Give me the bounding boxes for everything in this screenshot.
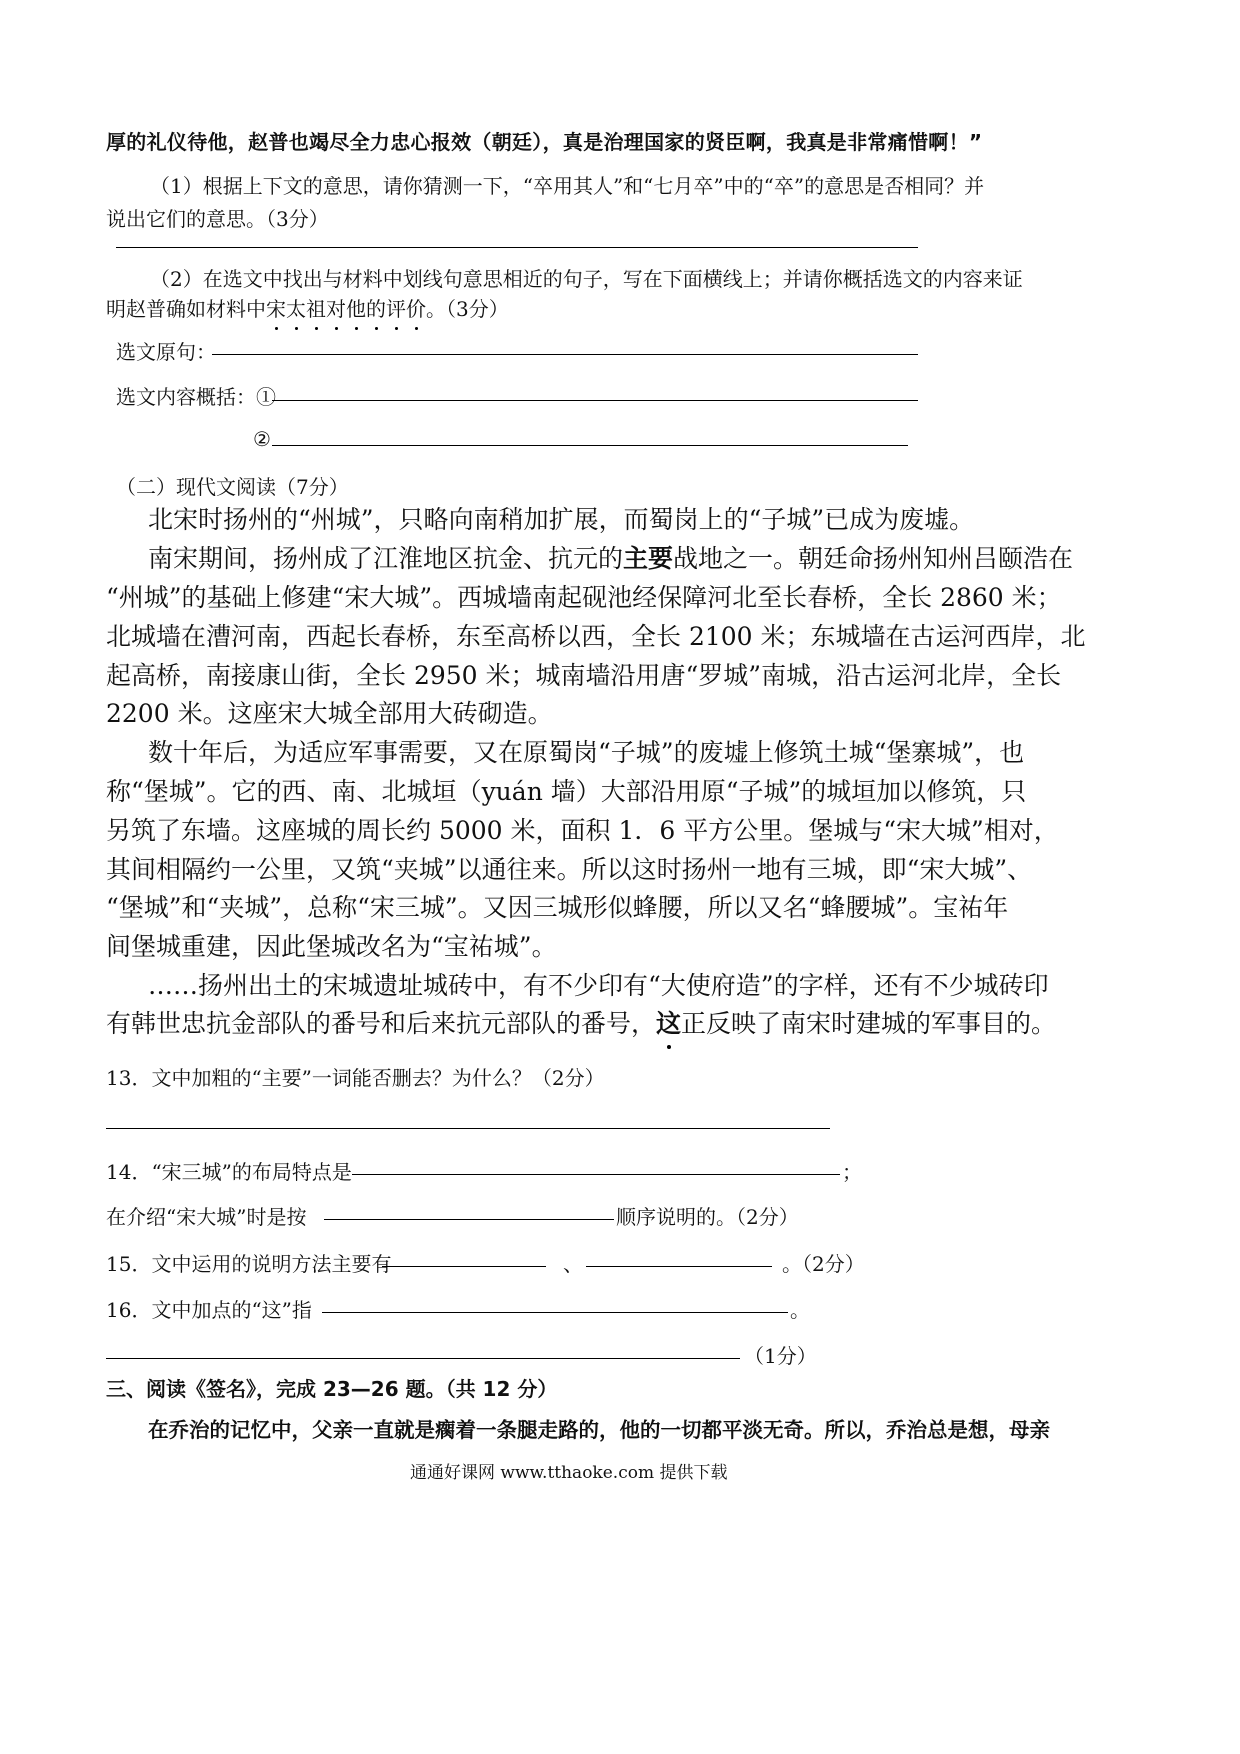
summary-item-2-label: ② <box>253 427 271 451</box>
answer-line-q14-layout[interactable] <box>352 1174 840 1175</box>
answer-line-summary-2[interactable] <box>272 445 908 446</box>
question-14-part-2-end: 顺序说明的。（2分） <box>616 1205 799 1229</box>
question-2-score: 。（3分） <box>426 297 509 321</box>
answer-line-q13[interactable] <box>106 1128 830 1129</box>
passage-p2-line-2: “州城”的基础上修建“宋大城”。西城墙南起砚池经保障河北至长春桥，全长 2860 米； <box>106 583 1062 612</box>
question-15-end: 。（2分） <box>782 1252 865 1276</box>
page-footer: 通通好课网 www.tthaoke.com 提供下载 <box>410 1463 728 1483</box>
answer-line-q1[interactable] <box>116 247 918 248</box>
passage-p2-line-3: 北城墙在漕河南，西起长春桥，东至高桥以西，全长 2100 米；东城墙在古运河西岸，北 <box>106 622 1086 651</box>
question-1-line-2: 说出它们的意思。（3分） <box>106 207 329 231</box>
passage-p4-line-2: 有韩世忠抗金部队的番号和后来抗元部队的番号，这正反映了南宋时建城的军事目的。 <box>106 1004 1056 1040</box>
question-16: 16．文中加点的“这”指 <box>106 1298 312 1322</box>
question-16-score: （1分） <box>744 1344 817 1368</box>
passage-p3-line-5: “堡城”和“夹城”，总称“宋三城”。又因三城形似蜂腰，所以又名“蜂腰城”。宝祐年 <box>106 893 1009 922</box>
question-14-semicolon: ； <box>842 1160 862 1184</box>
passage-p4-line-1: ……扬州出土的宋城遗址城砖中，有不少印有“大使府造”的字样，还有不少城砖印 <box>148 971 1049 1000</box>
classical-translation-line: 厚的礼仪待他，赵普也竭尽全力忠心报效（朝廷），真是治理国家的贤臣啊，我真是非常痛惜啊！” <box>106 130 983 154</box>
question-2-line-1: （2）在选文中找出与材料中划线句意思相近的句子，写在下面横线上；并请你概括选文的内容来证 <box>150 267 1023 291</box>
section-3-paragraph-1: 在乔治的记忆中，父亲一直就是瘸着一条腿走路的，他的一切都平淡无奇。所以，乔治总是想，母亲 <box>148 1418 1050 1442</box>
question-1-line-1: （1）根据上下文的意思，请你猜测一下，“卒用其人”和“七月卒”中的“卒”的意思是否相同？并 <box>150 174 985 198</box>
question-14-part-2: 在介绍“宋大城”时是按 <box>106 1205 307 1229</box>
passage-p3-line-2: 称“堡城”。它的西、南、北城垣（yuán 墙）大部沿用原“子城”的城垣加以修筑，只 <box>106 777 1027 806</box>
question-16-end: 。 <box>790 1298 810 1322</box>
question-2-text: 明赵普确如材料中 <box>106 297 266 321</box>
answer-line-original-sentence[interactable] <box>212 354 918 355</box>
question-15: 15．文中运用的说明方法主要有 <box>106 1252 392 1276</box>
answer-line-q16-a[interactable] <box>322 1312 788 1313</box>
passage-p2-line-1: 南宋期间，扬州成了江淮地区抗金、抗元的主要战地之一。朝廷命扬州知州吕颐浩在 <box>148 544 1074 573</box>
answer-line-summary-1[interactable] <box>272 400 918 401</box>
answer-line-q15-method-2[interactable] <box>586 1266 772 1267</box>
passage-p2-line-5: 2200 米。这座宋大城全部用大砖砌造。 <box>106 699 553 728</box>
question-14-part-1: 14．“宋三城”的布局特点是 <box>106 1160 352 1184</box>
summary-label: 选文内容概括：① <box>116 385 276 409</box>
question-2-line-2 <box>106 293 509 322</box>
answer-line-q14-order[interactable] <box>324 1219 614 1220</box>
dotted-word-zhe: 这 <box>656 1004 681 1040</box>
bold-word-zhuyao: 主要 <box>623 544 674 573</box>
passage-p3-line-3: 另筑了东墙。这座城的周长约 5000 米，面积 1．6 平方公里。堡城与“宋大城”相对， <box>106 816 1059 845</box>
passage-p3-line-4: 其间相隔约一公里，又筑“夹城”以通往来。所以这时扬州一地有三城，即“宋大城”、 <box>106 855 1033 884</box>
passage-p3-line-6: 间堡城重建，因此堡城改名为“宝祐城”。 <box>106 932 557 961</box>
question-15-separator: 、 <box>563 1252 583 1276</box>
question-13: 13．文中加粗的“主要”一词能否删去？为什么？（2分） <box>106 1066 605 1090</box>
answer-line-q16-b[interactable] <box>106 1358 740 1359</box>
passage-p2-line-4: 起高桥，南接康山街，全长 2950 米；城南墙沿用唐“罗城”南城，沿古运河北岸，全长 <box>106 661 1062 690</box>
dotted-phrase: 宋太祖对他的评价 <box>266 297 426 321</box>
section-title-modern-reading: （二）现代文阅读（7分） <box>116 475 349 499</box>
section-3-title: 三、阅读《签名》，完成 23—26 题。（共 12 分） <box>106 1377 558 1401</box>
passage-p3-line-1: 数十年后，为适应军事需要，又在原蜀岗“子城”的废墟上修筑土城“堡寨城”，也 <box>148 738 1025 767</box>
original-sentence-label: 选文原句： <box>116 340 216 364</box>
answer-line-q15-method-1[interactable] <box>382 1266 546 1267</box>
passage-paragraph-1: 北宋时扬州的“州城”，只略向南稍加扩展，而蜀岗上的“子城”已成为废墟。 <box>148 505 975 534</box>
